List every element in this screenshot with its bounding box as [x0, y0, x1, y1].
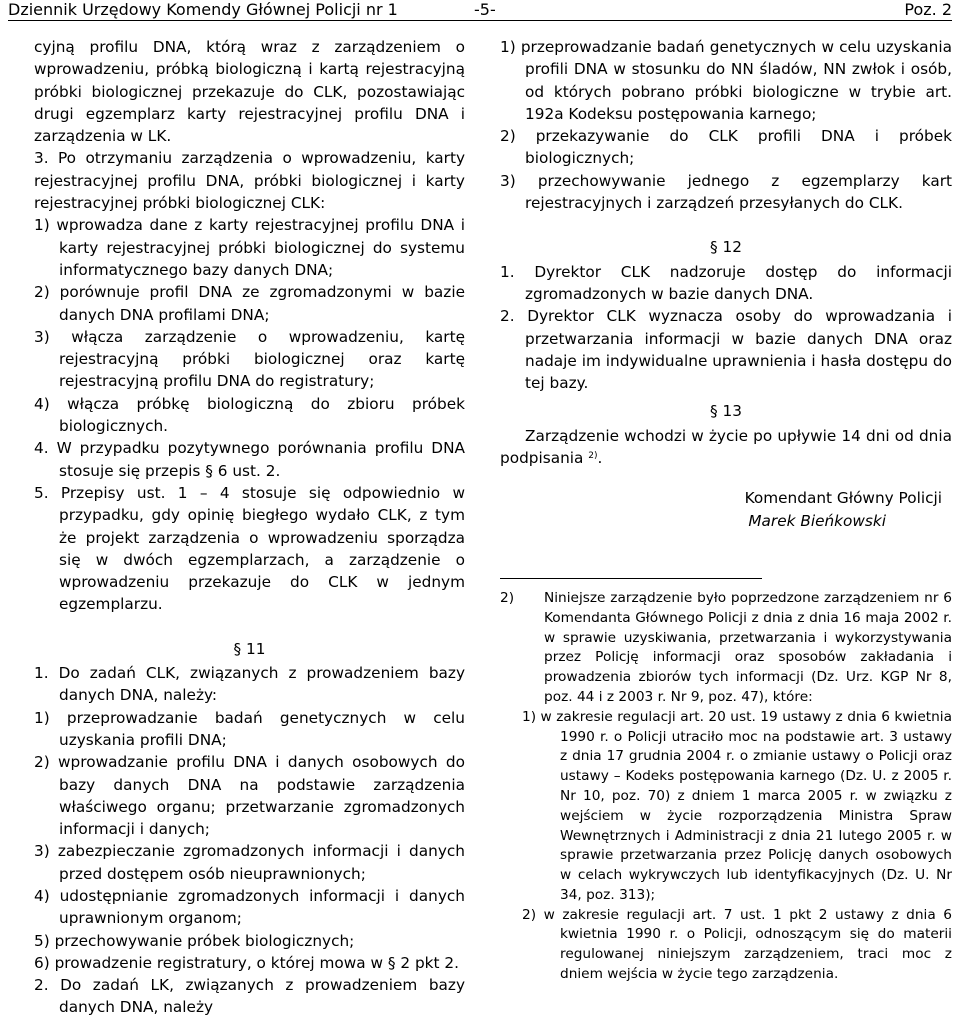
list-item: 4) włącza próbkę biologiczną do zbioru próbek biologicznych.: [34, 394, 465, 436]
list-item: 1) przeprowadzanie badań genetycznych w celu uzyskania profili DNA;: [34, 708, 465, 749]
footnote: [500, 589, 952, 985]
footnote-mark: 2): [500, 589, 515, 606]
left-column: [34, 36, 465, 1019]
footnote-reference: 2): [588, 451, 598, 462]
section-12-paragraph-1: 1. Dyrektor CLK nadzoruje dostęp do informacji zgromadzonych w bazie danych DNA.: [500, 262, 952, 303]
section-11-heading: § 11: [233, 639, 266, 658]
list-item: 2) porównuje profil DNA ze zgromadzonymi w bazie danych DNA profilami DNA;: [34, 283, 465, 324]
list-item: 2) wprowadzanie profilu DNA i danych osobowych do bazy danych DNA na podstawie zarządzenia właściwego organu; przetwarzanie zgromadzonych informacji i danych;: [34, 753, 465, 839]
signature-name: Marek Bieńkowski: [748, 511, 886, 530]
page-header: [8, 0, 952, 24]
list-item: 4) udostępnianie zgromadzonych informacji i danych uprawnionym organom;: [34, 886, 465, 928]
section-13-heading: § 13: [710, 402, 742, 421]
paragraph-continuation: cyjną profilu DNA, którą wraz z zarządzeniem o wprowadzeniu, próbką biologiczną i kartą rejestracyjną próbki biologicznej przekazuje do CLK, pozostawiając drugi egzemplarz karty rejestracyjnej profilu DNA i zarządzenia w LK.: [34, 38, 465, 146]
section-12-paragraph-2: 2. Dyrektor CLK wyznacza osoby do wprowadzania i przetwarzania informacji w bazie danych DNA oraz nadaje im indywidualne uprawnienia i hasła dostępu do tej bazy.: [500, 307, 952, 393]
header-rule: [8, 20, 952, 21]
list-item: 5) przechowywanie próbek biologicznych;: [34, 931, 355, 950]
section-13-body: Zarządzenie wchodzi w życie po upływie 14 dni od dnia podpisania: [500, 426, 952, 468]
section-13-text: [500, 425, 952, 470]
paragraph-4: 4. W przypadku pozytywnego porównania profilu DNA stosuje się przepis § 6 ust. 2.: [34, 439, 465, 480]
footnote-rule: [500, 578, 762, 579]
signature-title: Komendant Główny Policji: [744, 489, 942, 508]
list-item: 6) prowadzenie registratury, o której mowa w § 2 pkt 2.: [34, 953, 459, 972]
right-column: [500, 36, 952, 985]
footnote-head: [500, 589, 952, 708]
list-item: 2) przekazywanie do CLK profili DNA i próbek biologicznych;: [500, 127, 952, 168]
list-item: 3) włącza zarządzenie o wprowadzeniu, kartę rejestracyjną próbki biologicznej oraz kartę rejestracyjną profilu DNA do registratury;: [34, 327, 465, 391]
footnote-item: 1) w zakresie regulacji art. 20 ust. 19 ustawy z dnia 6 kwietnia 1990 r. o Policji utraciło moc na podstawie art. 3 ustawy z dnia 17 grudnia 2004 r. o zmianie ustawy o Policji oraz ustawy – Kodeks postępowania karnego (Dz. U. z 2005 r. Nr 10, poz. 70) z dniem 1 marca 2005 r. w związku z wejściem w życie rozporządzenia Ministra Spraw Wewnętrznych i Administracji z dnia 21 lutego 2005 r. w sprawie przetwarzania przez Policję danych osobowych w celach wykrywczych lub identyfikacyjnych (Dz. U. Nr 34, poz. 313);: [522, 708, 952, 903]
paragraph-3: 3. Po otrzymaniu zarządzenia o wprowadzeniu, karty rejestracyjnej profilu DNA, próbki biologicznej i karty rejestracyjnej próbki biologicznej CLK:: [34, 149, 465, 213]
position-number: Poz. 2: [904, 0, 952, 19]
list-item: 1) przeprowadzanie badań genetycznych w celu uzyskania profili DNA w stosunku do NN śladów, NN zwłok i osób, od których pobrano próbki biologiczne w trybie art. 192a Kodeksu postępowania karnego;: [500, 38, 952, 123]
footnote-item: 2) w zakresie regulacji art. 7 ust. 1 pkt 2 ustawy z dnia 6 kwietnia 1990 r. o Policji, odnoszącym się do materii regulowanej niniejszym zarządzeniem, traci moc z dniem wejścia w życie tego zarządzenia.: [522, 906, 952, 983]
page-number: -5-: [474, 0, 496, 19]
section-11-paragraph-1: 1. Do zadań CLK, związanych z prowadzeniem bazy danych DNA, należy:: [34, 664, 465, 705]
list-item: 3) przechowywanie jednego z egzemplarzy kart rejestracyjnych i zarządzeń przesyłanych do CLK.: [500, 171, 952, 213]
list-item: 1) wprowadza dane z karty rejestracyjnej profilu DNA i karty rejestracyjnej próbki biologicznej do systemu informatycznego bazy danych DNA;: [34, 216, 465, 279]
journal-title: Dziennik Urzędowy Komendy Głównej Policji nr 1: [8, 0, 398, 19]
paragraph-5: 5. Przepisy ust. 1 – 4 stosuje się odpowiednio w przypadku, gdy opinię biegłego wydało CLK, z tym że projekt zarządzenia o wprowadzeniu sporządza się w dwóch egzemplarzach, a zarządzenie o wprowadzeniu przekazuje do CLK w jednym egzemplarzu.: [34, 483, 465, 614]
list-item: 3) zabezpieczanie zgromadzonych informacji i danych przed dostępem osób nieuprawnionych;: [34, 842, 465, 883]
section-13-end: .: [597, 449, 603, 468]
section-12-heading: § 12: [710, 238, 742, 257]
section-11-paragraph-2: 2. Do zadań LK, związanych z prowadzeniem bazy danych DNA, należy: [34, 976, 465, 1017]
footnote-text: Niniejsze zarządzenie było poprzedzone zarządzeniem nr 6 Komendanta Głównego Policji z dnia z dnia 16 maja 2002 r. w sprawie uzyskiwania, przetwarzania i wykorzystywania przez Policję informacji oraz sposobów zakładania i prowadzenia zbiorów tych informacji (Dz. Urz. KGP Nr 8, poz. 44 i z 2003 r. Nr 9, poz. 47), które:: [544, 589, 952, 705]
